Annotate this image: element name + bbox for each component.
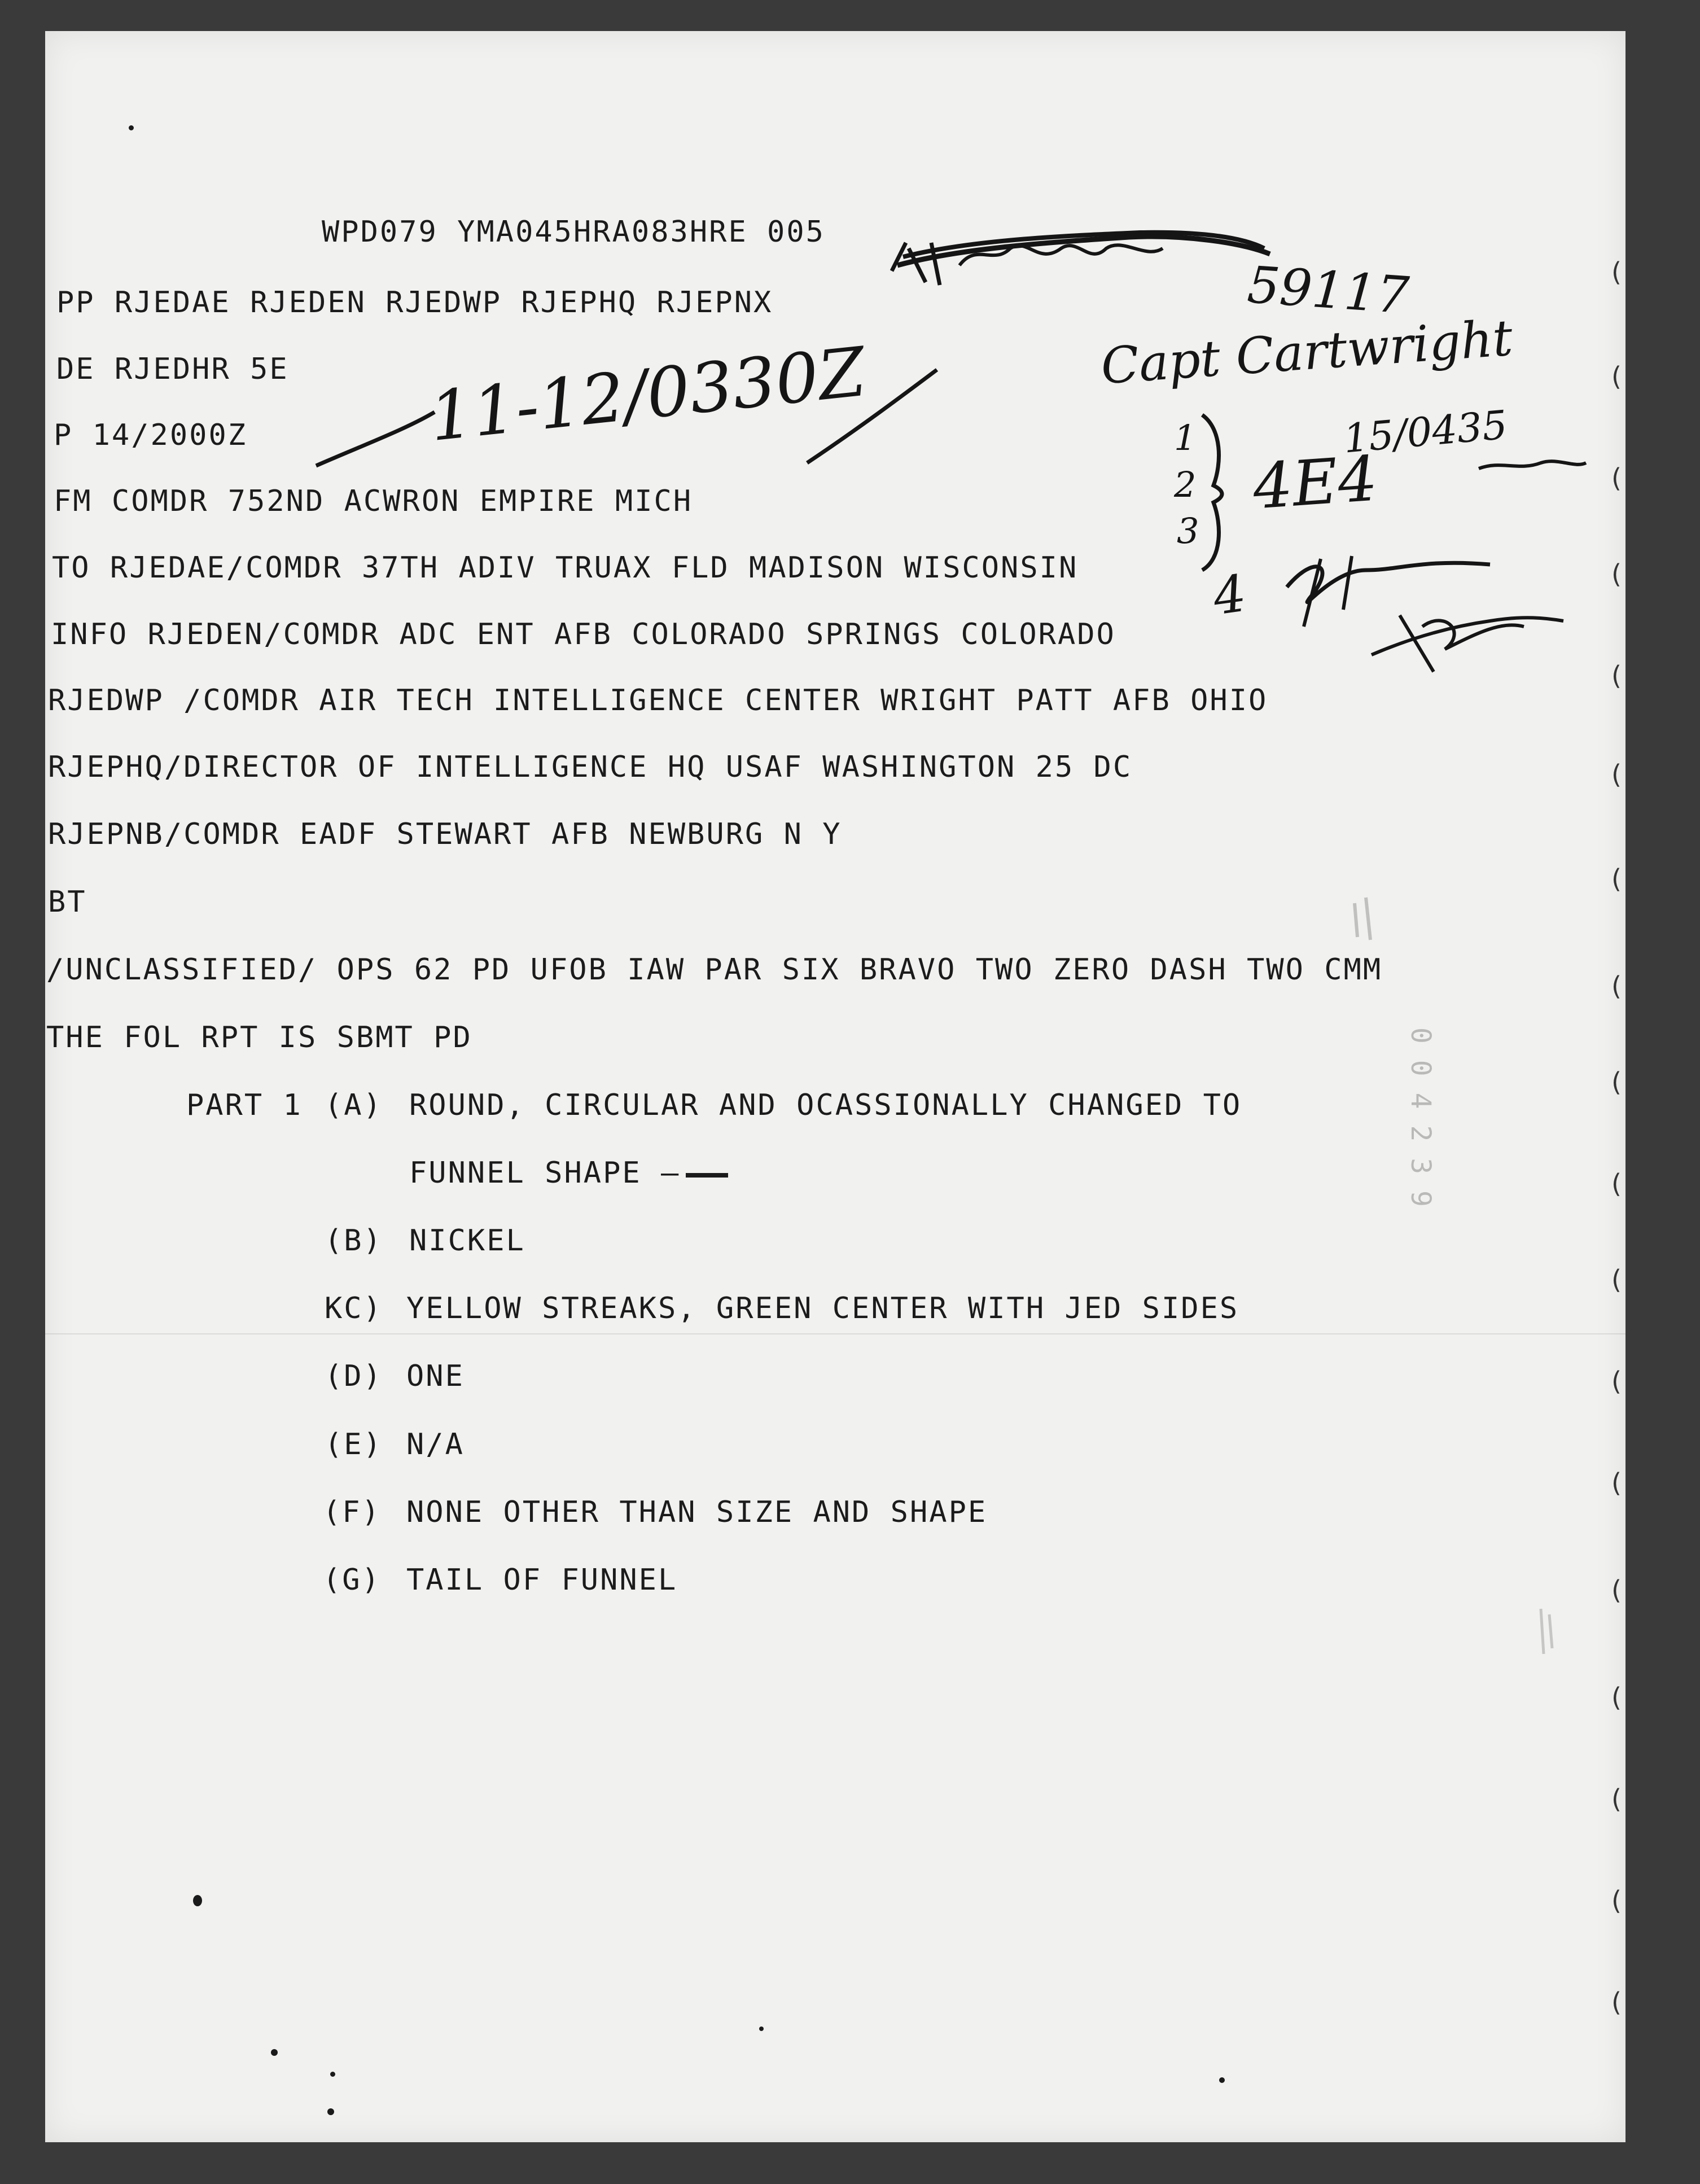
margin-mark: (: [1611, 1168, 1622, 1199]
margin-mark: (: [1611, 864, 1622, 894]
margin-mark: (: [1611, 1682, 1622, 1713]
precedence-line: P 14/2000Z: [54, 418, 248, 452]
item-text: N/A: [406, 1428, 465, 1461]
margin-mark: (: [1611, 660, 1622, 691]
info-line: RJEPNB/COMDR EADF STEWART AFB NEWBURG N Y: [48, 817, 842, 851]
margin-mark: (: [1611, 1468, 1622, 1498]
header-line: WPD079 YMA045HRA083HRE 005: [322, 215, 825, 249]
handwritten-date-time: 11-12/0330Z: [426, 332, 870, 457]
margin-mark: (: [1611, 361, 1622, 392]
handwritten-name: Capt Cartwright: [1099, 308, 1515, 396]
ghost-stamp: 0 0 4 2 3 9: [1405, 1027, 1436, 1207]
margin-mark: (: [1611, 559, 1622, 589]
margin-mark: (: [1611, 463, 1622, 493]
part-label: PART 1: [186, 1088, 303, 1122]
item-text: ROUND, CIRCULAR AND OCASSIONALLY CHANGED TO: [409, 1088, 1242, 1122]
item-key: (G): [323, 1563, 381, 1597]
speck: [271, 2049, 278, 2056]
classification-line: /UNCLASSIFIED/ OPS 62 PD UFOB IAW PAR SIX BRAVO TWO ZERO DASH TWO CMM: [46, 953, 1383, 987]
handwritten-list-4: 4: [1209, 563, 1250, 627]
item-key: (B): [325, 1224, 383, 1258]
routing-line: PP RJEDAE RJEDEN RJEDWP RJEPHQ RJEPNX: [56, 286, 773, 319]
speck: [193, 1895, 202, 1906]
item-key: (A): [325, 1088, 383, 1122]
handwritten-list-2: 2: [1174, 464, 1197, 505]
item-key: (E): [325, 1428, 383, 1461]
intro-line: THE FOL RPT IS SBMT PD: [46, 1021, 472, 1054]
speck: [327, 2108, 334, 2115]
handwritten-list-3: 3: [1177, 510, 1199, 552]
margin-mark: (: [1611, 1987, 1622, 2017]
info-line: RJEDWP /COMDR AIR TECH INTELLIGENCE CENTER WRIGHT PATT AFB OHIO: [48, 684, 1268, 717]
item-key: KC): [325, 1292, 383, 1325]
speck: [129, 125, 134, 130]
to-line: TO RJEDAE/COMDR 37TH ADIV TRUAX FLD MADISON WISCONSIN: [52, 551, 1079, 585]
handwritten-number: 59117: [1245, 255, 1411, 326]
bt-line: BT: [48, 885, 87, 919]
speck: [330, 2072, 335, 2077]
margin-mark: (: [1611, 1784, 1622, 1814]
item-text: TAIL OF FUNNEL: [406, 1563, 678, 1597]
item-key: (D): [325, 1359, 383, 1393]
margin-mark: (: [1611, 1885, 1622, 1916]
margin-mark: (: [1611, 1264, 1622, 1295]
from-line: FM COMDR 752ND ACWRON EMPIRE MICH: [54, 484, 693, 518]
handwritten-time: 15/0435: [1341, 401, 1509, 462]
item-text: YELLOW STREAKS, GREEN CENTER WITH JED SIDES: [406, 1292, 1239, 1325]
margin-mark: (: [1611, 759, 1622, 790]
de-line: DE RJEDHR 5E: [56, 352, 289, 386]
item-text: FUNNEL SHAPE —: [409, 1156, 681, 1190]
item-text: NONE OTHER THAN SIZE AND SHAPE: [406, 1495, 988, 1529]
margin-mark: (: [1611, 1575, 1622, 1605]
handwritten-list-1: 1: [1174, 417, 1197, 458]
item-key: (F): [323, 1495, 381, 1529]
speck: [1219, 2077, 1225, 2083]
margin-mark: (: [1611, 971, 1622, 1001]
info-line: RJEPHQ/DIRECTOR OF INTELLIGENCE HQ USAF WASHINGTON 25 DC: [48, 750, 1133, 784]
handwritten-code: 4E4: [1250, 442, 1380, 523]
margin-mark: (: [1611, 1067, 1622, 1097]
fold-line: [45, 1333, 1625, 1334]
info-line: INFO RJEDEN/COMDR ADC ENT AFB COLORADO SPRINGS COLORADO: [51, 618, 1116, 651]
margin-mark: (: [1611, 257, 1622, 287]
item-text: ONE: [406, 1359, 465, 1393]
speck: [759, 2027, 764, 2031]
margin-mark: (: [1611, 1366, 1622, 1397]
item-text: NICKEL: [409, 1224, 525, 1258]
